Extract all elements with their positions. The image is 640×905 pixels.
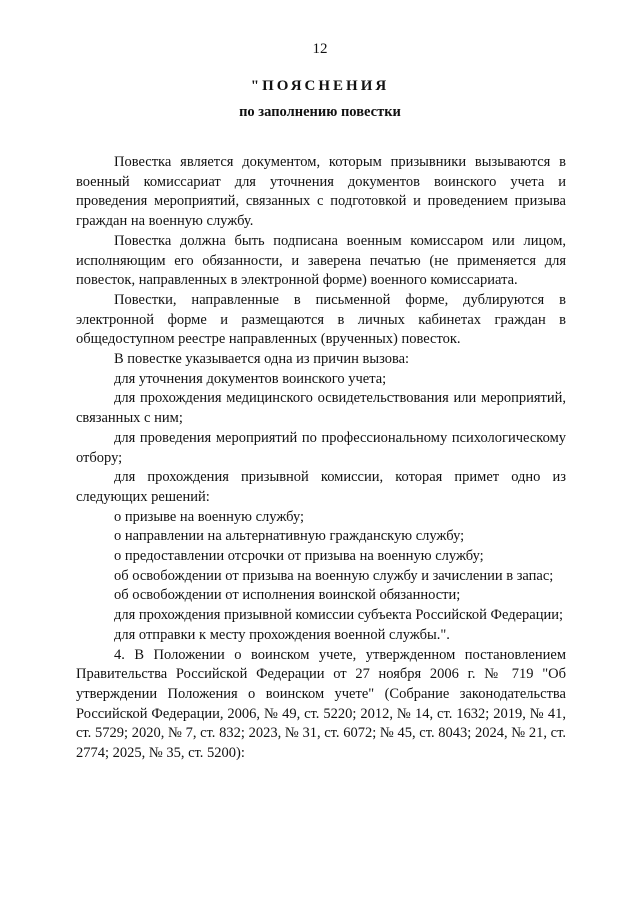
page-number: 12 [312, 41, 328, 57]
list-item: для прохождения призывной комиссии, которая примет одно из следующих решений: [76, 469, 566, 505]
list-item: об освобождении от призыва на военную службу и зачислении в запас; [114, 567, 554, 584]
list-item: об освобождении от исполнения воинской обязанности; [114, 587, 461, 604]
document-title: "ПОЯСНЕНИЯ [250, 78, 390, 94]
list-item: о направлении на альтернативную гражданскую службу; [114, 528, 465, 545]
list-item: о предоставлении отсрочки от призыва на военную службу; [114, 548, 484, 565]
list-item: для прохождения медицинского освидетельствования или мероприятий, связанных с ним; [76, 390, 566, 427]
list-item: для проведения мероприятий по профессиональному психологическому отбору; [76, 429, 566, 466]
list-item: для прохождения призывной комиссии субъекта Российской Федерации; [114, 607, 564, 624]
document-subtitle: по заполнению повестки [239, 104, 401, 120]
list-item: для отправки к месту прохождения военной службы.". [114, 626, 450, 643]
paragraph: Повестки, направленные в письменной форме, дублируются в электронной форме и размещаются в личных кабинетах граждан в общедоступном реестре направленных (врученных) повесток. [76, 291, 566, 348]
list-item: о призыве на военную службу; [114, 508, 305, 525]
paragraph: Повестка является документом, которым призывники вызываются в военный комиссариат для уточнения документов воинского учета и проведения мероприятий, связанных с подготовкой и проведением призыва граждан на военную службу. [76, 154, 566, 230]
paragraph: 4. В Положении о воинском учете, утвержденном постановлением Правительства Российской Федерации от 27 ноября 2006 г. № 719 "Об утверждении Положения о воинском учете" (Собрание законодательства Российской Федерации, 2006, № 49, ст. 5220; 2012, № 14, ст. 1632; 2019, № 41, ст. 5729; 2020, № 7, ст. 832; 2023, № 31, ст. 6072; № 45, ст. 8043; 2024, № 21, ст. 2774; 2025, № 35, ст. 5200): [76, 646, 566, 762]
paragraph: Повестка должна быть подписана военным комиссаром или лицом, исполняющим его обязанности, и заверена печатью (не применяется для повесток, направленных в электронной форме) военного комиссариата. [76, 232, 566, 289]
paragraph: В повестке указывается одна из причин вызова: [114, 351, 410, 368]
document-body [76, 153, 566, 764]
list-item: для уточнения документов воинского учета; [114, 370, 387, 387]
